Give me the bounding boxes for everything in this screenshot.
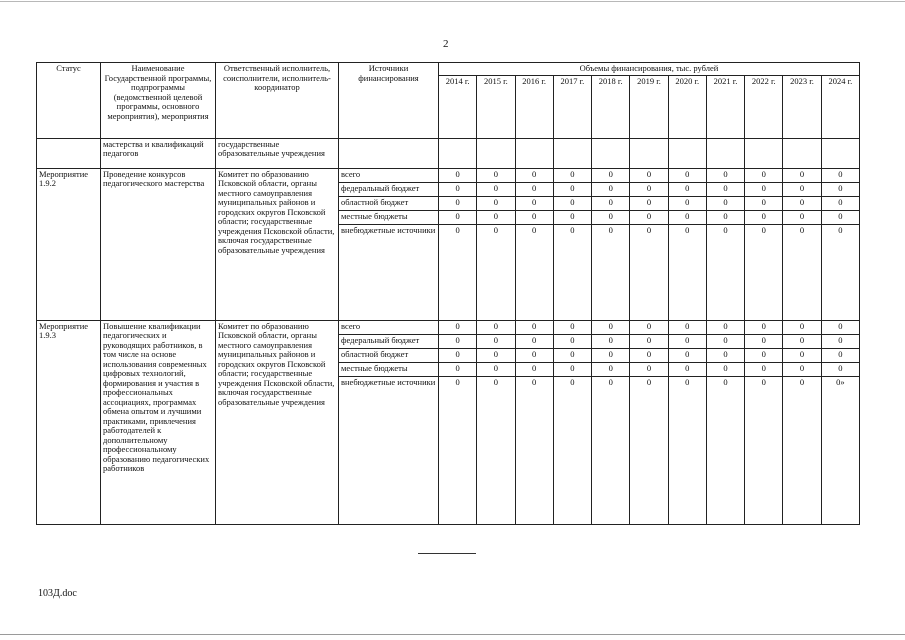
funding-value: 0 [592,362,630,376]
funding-value: 0 [821,362,859,376]
funding-value: 0 [668,348,706,362]
funding-value: 0 [439,196,477,210]
funding-value: 0 [553,168,591,182]
year-header: 2015 г. [477,75,515,138]
funding-value: 0 [439,362,477,376]
funding-value: 0 [668,196,706,210]
funding-source: федеральный бюджет [339,182,439,196]
financing-table [36,62,860,525]
funding-value: 0 [592,320,630,334]
scan-edge-bottom [0,634,905,635]
year-header: 2020 г. [668,75,706,138]
year-header: 2023 г. [783,75,821,138]
funding-value: 0 [706,376,744,524]
header-name: Наименование Государственной программы, подпрограммы (ведомственной целевой программы, основного мероприятия), мероприятия [101,63,216,139]
funding-value: 0 [745,182,783,196]
funding-value: 0 [668,168,706,182]
funding-value: 0 [821,320,859,334]
funding-value: 0 [630,362,668,376]
funding-value: 0 [515,168,553,182]
funding-value: 0 [783,320,821,334]
funding-value: 0 [553,210,591,224]
funding-value: 0 [553,334,591,348]
year-header: 2019 г. [630,75,668,138]
funding-value: 0 [630,182,668,196]
funding-value: 0 [477,168,515,182]
funding-source: областной бюджет [339,196,439,210]
funding-source: областной бюджет [339,348,439,362]
funding-value: 0 [515,362,553,376]
funding-value: 0 [553,182,591,196]
funding-value: 0 [439,168,477,182]
funding-value: 0 [515,320,553,334]
funding-value: 0 [706,320,744,334]
funding-source: всего [339,320,439,334]
funding-value: 0 [668,362,706,376]
header-responsible: Ответственный исполнитель, соисполнители, исполнитель-координатор [216,63,339,139]
footer-separator-line [418,553,476,554]
funding-value: 0 [553,224,591,320]
funding-value: 0 [706,210,744,224]
funding-value: 0 [553,376,591,524]
funding-value: 0 [668,376,706,524]
funding-value: 0 [439,348,477,362]
funding-value: 0 [745,224,783,320]
funding-value: 0 [477,334,515,348]
funding-value: 0 [592,376,630,524]
scan-edge-top [0,1,905,2]
year-header: 2014 г. [439,75,477,138]
funding-value: 0 [553,320,591,334]
funding-value: 0 [553,362,591,376]
funding-value: 0 [783,182,821,196]
funding-value: 0 [477,376,515,524]
funding-value: 0 [630,168,668,182]
funding-value: 0 [706,224,744,320]
funding-source: федеральный бюджет [339,334,439,348]
header-status: Статус [37,63,101,139]
funding-source: внебюджетные источники [339,224,439,320]
funding-value: 0 [783,210,821,224]
funding-value: 0 [821,168,859,182]
funding-value: 0 [592,210,630,224]
funding-value: 0 [515,348,553,362]
funding-value: 0 [477,210,515,224]
continuation-row [37,138,860,168]
funding-value: 0 [745,196,783,210]
funding-value: 0 [592,168,630,182]
funding-value: 0 [706,182,744,196]
funding-value: 0 [630,196,668,210]
continuation-responsible: государственные образовательные учреждения [216,138,339,168]
funding-value: 0 [745,348,783,362]
funding-value: 0 [706,196,744,210]
funding-value: 0 [706,334,744,348]
funding-value: 0» [821,376,859,524]
funding-value: 0 [515,182,553,196]
funding-value: 0 [706,362,744,376]
funding-source: всего [339,168,439,182]
funding-value: 0 [706,168,744,182]
funding-value: 0 [783,376,821,524]
funding-value: 0 [745,168,783,182]
funding-value: 0 [630,376,668,524]
funding-source: местные бюджеты [339,210,439,224]
funding-value: 0 [745,362,783,376]
funding-value: 0 [668,334,706,348]
funding-value: 0 [515,334,553,348]
year-header: 2021 г. [706,75,744,138]
measure-name: Повышение квалификации педагогических и руководящих работников, в том числе на основе использования современных цифровых технологий, формирования и участия в профессиональных ассоциациях, программах обмена опытом и лучшими практиками, привлечения работодателей к дополнительному профессиональному образованию педагогических работников [101,320,216,524]
measure-row [37,320,860,334]
funding-value: 0 [783,224,821,320]
funding-value: 0 [783,168,821,182]
funding-value: 0 [592,182,630,196]
funding-value: 0 [592,348,630,362]
funding-value: 0 [515,376,553,524]
funding-value: 0 [439,376,477,524]
funding-value: 0 [668,224,706,320]
funding-value: 0 [630,320,668,334]
funding-value: 0 [439,182,477,196]
measure-status: Мероприятие 1.9.2 [37,168,101,320]
funding-source: внебюджетные источники [339,376,439,524]
funding-value: 0 [783,362,821,376]
funding-value: 0 [821,210,859,224]
continuation-status [37,138,101,168]
page-number: 2 [443,38,449,50]
measure-status: Мероприятие 1.9.3 [37,320,101,524]
funding-value: 0 [439,320,477,334]
funding-value: 0 [668,320,706,334]
funding-value: 0 [477,196,515,210]
funding-value: 0 [706,348,744,362]
funding-value: 0 [783,348,821,362]
funding-value: 0 [745,334,783,348]
funding-value: 0 [592,224,630,320]
year-header: 2017 г. [553,75,591,138]
funding-value: 0 [745,210,783,224]
funding-value: 0 [592,196,630,210]
funding-value: 0 [821,224,859,320]
measure-row [37,168,860,182]
funding-value: 0 [821,348,859,362]
funding-value: 0 [630,334,668,348]
funding-value: 0 [553,196,591,210]
funding-value: 0 [745,376,783,524]
funding-value: 0 [515,224,553,320]
funding-value: 0 [783,196,821,210]
funding-value: 0 [821,182,859,196]
funding-value: 0 [630,210,668,224]
funding-value: 0 [439,334,477,348]
funding-value: 0 [668,182,706,196]
funding-value: 0 [477,348,515,362]
funding-value: 0 [821,334,859,348]
header-row [37,63,860,76]
funding-value: 0 [515,196,553,210]
funding-value: 0 [668,210,706,224]
funding-value: 0 [477,224,515,320]
year-header: 2024 г. [821,75,859,138]
funding-value: 0 [783,334,821,348]
document-filename: 103Д.doc [38,588,77,599]
year-header: 2018 г. [592,75,630,138]
funding-value: 0 [745,320,783,334]
measure-responsible: Комитет по образованию Псковской области, органы местного самоуправления муниципальных районов и городских округов Псковской области; государственные учреждения Псковской области, включая государственные образовательные учреждения [216,168,339,320]
funding-value: 0 [515,210,553,224]
year-header: 2016 г. [515,75,553,138]
funding-value: 0 [439,210,477,224]
measure-responsible: Комитет по образованию Псковской области, органы местного самоуправления муниципальных районов и городских округов Псковской области; государственные учреждения Псковской области, включая государственные образовательные учреждения [216,320,339,524]
funding-value: 0 [439,224,477,320]
funding-value: 0 [630,348,668,362]
funding-value: 0 [630,224,668,320]
year-header: 2022 г. [745,75,783,138]
measures-body [37,168,860,524]
header-sources: Источники финансирования [339,63,439,139]
funding-value: 0 [477,182,515,196]
header-volumes: Объемы финансирования, тыс. рублей [439,63,860,76]
funding-value: 0 [477,320,515,334]
measure-name: Проведение конкурсов педагогического мастерства [101,168,216,320]
funding-value: 0 [592,334,630,348]
funding-value: 0 [821,196,859,210]
funding-source: местные бюджеты [339,362,439,376]
funding-value: 0 [553,348,591,362]
continuation-name: мастерства и квалификаций педагогов [101,138,216,168]
funding-value: 0 [477,362,515,376]
